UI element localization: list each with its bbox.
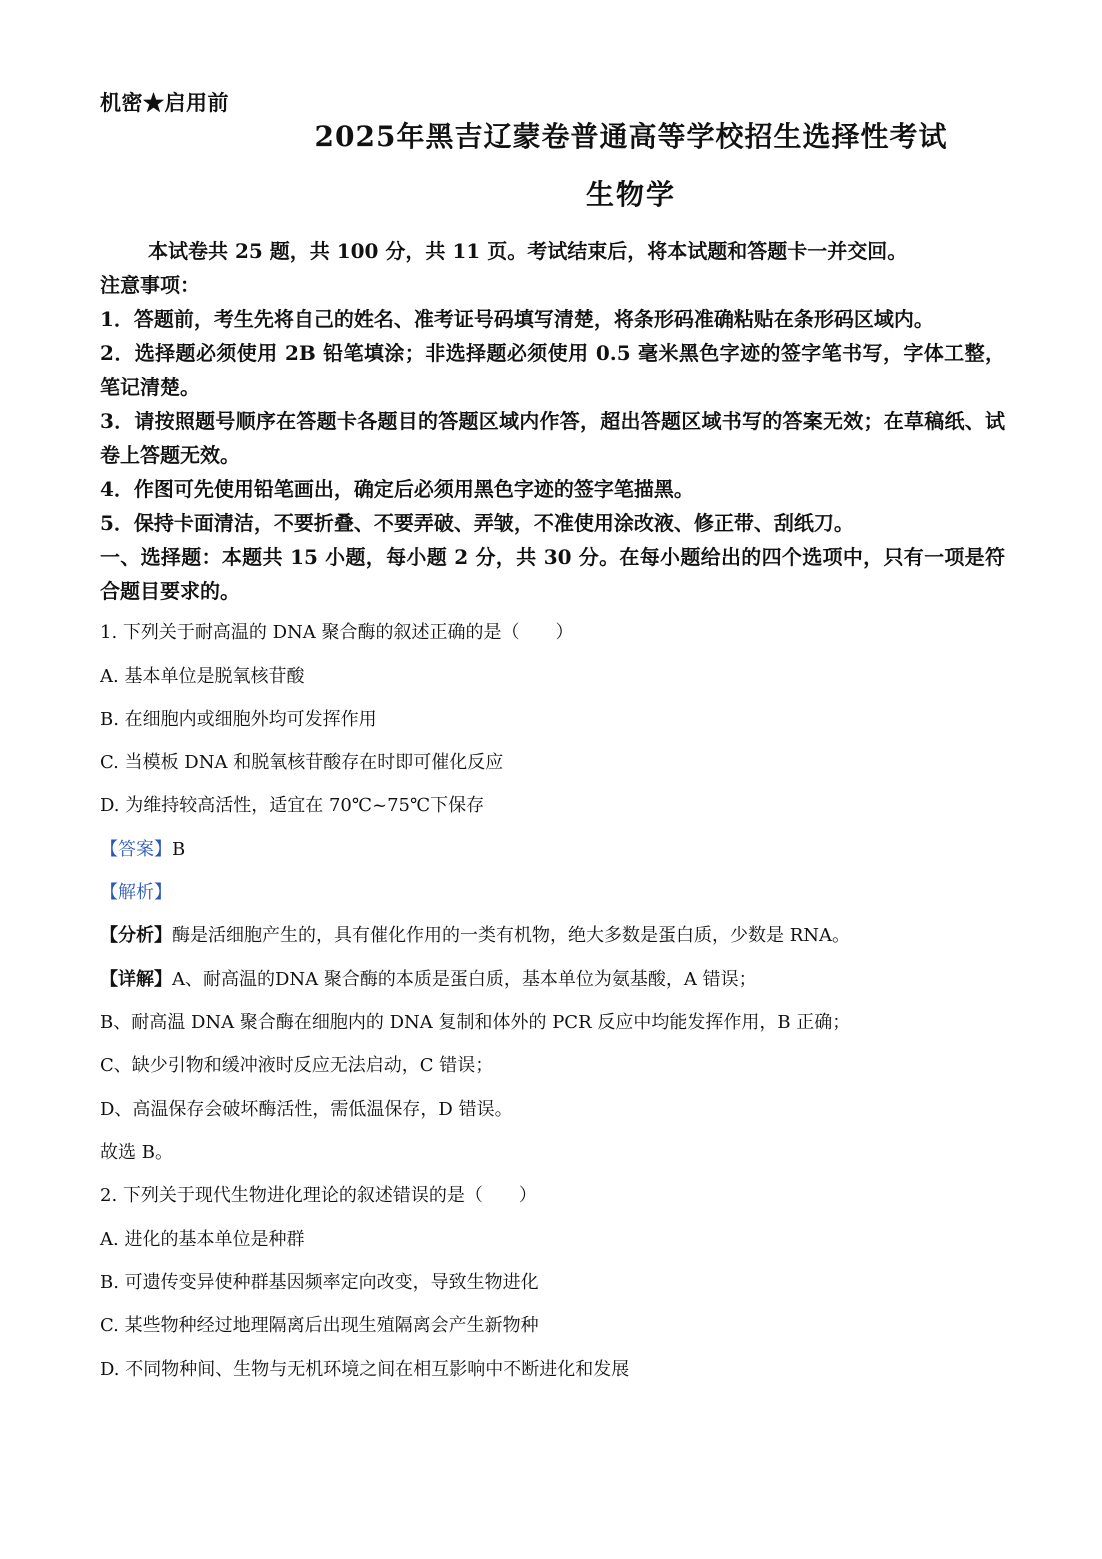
question-1-analysis-heading xyxy=(100,880,172,906)
notice-item-2: 2．选择题必须使用 2B 铅笔填涂；非选择题必须使用 0.5 毫米黑色字迹的签字笔书写，字体工整，笔记清楚。 xyxy=(100,341,1005,399)
question-1-detail-a xyxy=(100,967,757,993)
question-2-stem: 2. 下列关于现代生物进化理论的叙述错误的是（ ） xyxy=(100,1185,537,1206)
subject-title: 生物学 xyxy=(585,178,676,211)
question-1-detail-d: D、高温保存会破坏酶活性，需低温保存，D 错误。 xyxy=(100,1099,513,1120)
question-2-option-d: D. 不同物种间、生物与无机环境之间在相互影响中不断进化和发展 xyxy=(100,1359,630,1380)
question-1-detail-b: B、耐高温 DNA 聚合酶在细胞内的 DNA 复制和体外的 PCR 反应中均能发挥作用，B 正确； xyxy=(100,1012,851,1033)
fenxi-tag: 【分析】 xyxy=(100,925,172,946)
question-1-answer xyxy=(100,837,185,863)
notice-heading: 注意事项： xyxy=(100,273,200,297)
confidential-label: 机密★启用前 xyxy=(100,90,229,115)
question-1-option-c: C. 当模板 DNA 和脱氧核苷酸存在时即可催化反应 xyxy=(100,752,504,773)
question-1-option-b: B. 在细胞内或细胞外均可发挥作用 xyxy=(100,709,377,730)
question-1-fenxi xyxy=(100,923,850,949)
section-one-heading: 一、选择题：本题共 15 小题，每小题 2 分，共 30 分。在每小题给出的四个选项中，只有一项是符合题目要求的。 xyxy=(100,545,1005,603)
notice-item-4: 4．作图可先使用铅笔画出，确定后必须用黑色字迹的签字笔描黑。 xyxy=(100,477,694,501)
exam-intro: 本试卷共 25 题，共 100 分，共 11 页。考试结束后，将本试题和答题卡一并交回。 xyxy=(148,239,908,263)
notice-item-5: 5．保持卡面清洁，不要折叠、不要弄破、弄皱，不准使用涂改液、修正带、刮纸刀。 xyxy=(100,511,854,535)
question-1-option-d: D. 为维持较高活性，适宜在 70℃~75℃下保存 xyxy=(100,795,485,816)
answer-tag: 【答案】 xyxy=(100,839,172,860)
exam-title: 2025年黑吉辽蒙卷普通高等学校招生选择性考试 xyxy=(314,120,948,153)
analysis-tag: 【解析】 xyxy=(100,882,172,903)
question-1-conclusion: 故选 B。 xyxy=(100,1142,173,1163)
question-1-option-a: A. 基本单位是脱氧核苷酸 xyxy=(100,666,305,687)
fenxi-text: 酶是活细胞产生的，具有催化作用的一类有机物，绝大多数是蛋白质，少数是 RNA。 xyxy=(172,925,851,946)
question-2-option-c: C. 某些物种经过地理隔离后出现生殖隔离会产生新物种 xyxy=(100,1315,539,1336)
question-2-option-b: B. 可遗传变异使种群基因频率定向改变，导致生物进化 xyxy=(100,1272,539,1293)
notice-item-3: 3．请按照题号顺序在答题卡各题目的答题区域内作答，超出答题区域书写的答案无效；在草稿纸、试卷上答题无效。 xyxy=(100,409,1005,467)
detail-tag: 【详解】 xyxy=(100,969,172,990)
answer-value: B xyxy=(172,839,186,860)
question-1-detail-c: C、缺少引物和缓冲液时反应无法启动，C 错误； xyxy=(100,1055,494,1076)
notice-item-1: 1．答题前，考生先将自己的姓名、准考证号码填写清楚，将条形码准确粘贴在条形码区域内。 xyxy=(100,307,934,331)
question-2-option-a: A. 进化的基本单位是种群 xyxy=(100,1229,305,1250)
detail-line-a: A、耐高温的DNA 聚合酶的本质是蛋白质，基本单位为氨基酸，A 错误； xyxy=(172,969,757,990)
question-1-stem: 1. 下列关于耐高温的 DNA 聚合酶的叙述正确的是（ ） xyxy=(100,622,574,643)
